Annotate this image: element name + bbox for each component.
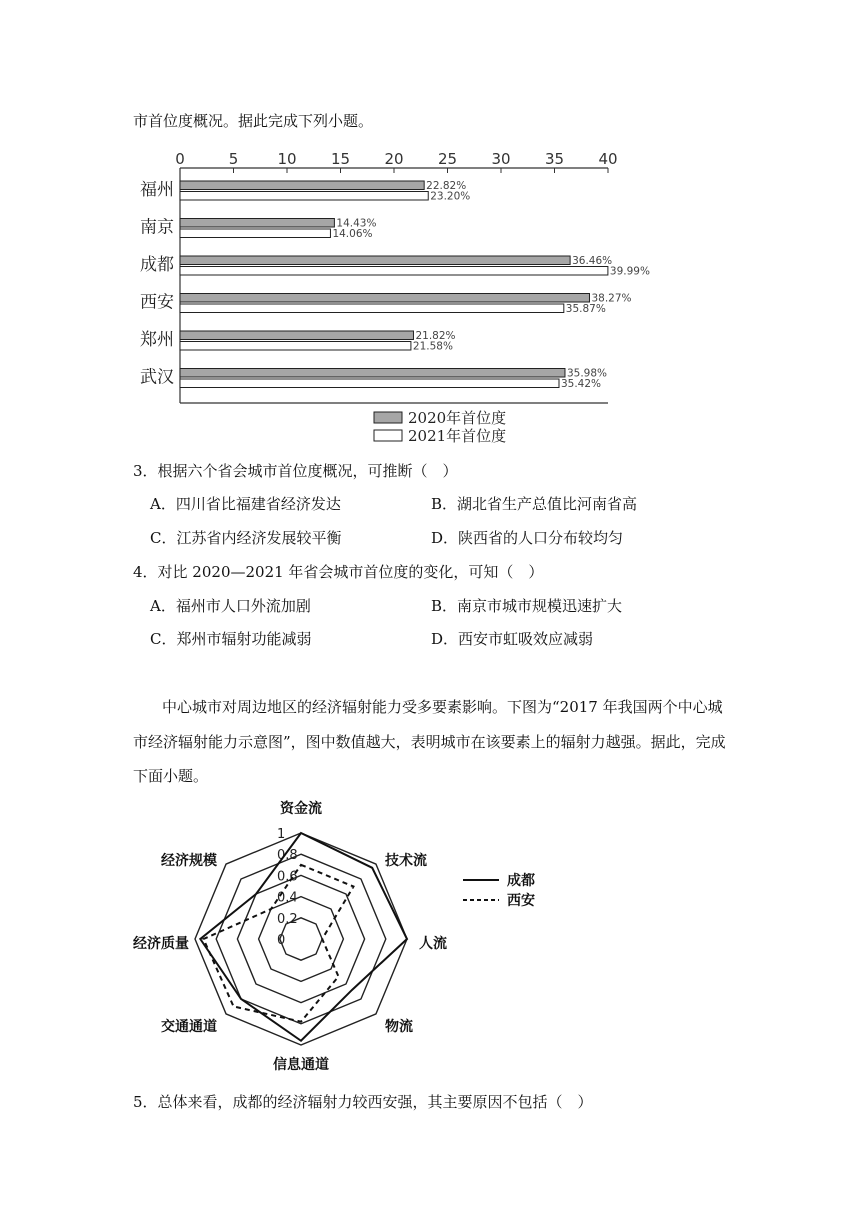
data-label: 38.27% [591,292,632,305]
category-label: 郑州 [140,330,174,350]
bar-2021 [180,229,330,238]
category-label: 福州 [140,180,174,200]
question-4-option-b: B．南京市城市规模迅速扩大 [431,597,623,615]
bar-2020 [180,181,424,190]
bar-2021 [180,342,411,351]
radar-axis-label: 人流 [419,936,447,952]
x-tick-label: 20 [384,150,404,168]
x-tick-label: 10 [277,150,297,168]
data-label: 39.99% [609,265,650,278]
legend-label: 2021年首位度 [408,427,507,445]
question-3-option-d: D．陕西省的人口分布较均匀 [431,529,624,547]
radar-axis-label: 交通通道 [161,1019,217,1035]
question-4-option-d: D．西安市虹吸效应减弱 [431,630,594,648]
data-label: 14.43% [336,217,377,230]
question-3-stem: 3．根据六个省会城市首位度概况，可推断（ ） [133,462,458,480]
category-label: 南京 [140,217,174,238]
question-3-option-a: A．四川省比福建省经济发达 [150,495,341,513]
radar-grid-ring [237,875,364,1002]
radar-tick-label: 0.8 [277,848,298,864]
x-tick-label: 30 [491,150,511,168]
radar-legend-label: 成都 [507,873,535,889]
data-label: 35.42% [560,378,602,390]
legend-swatch [374,412,402,423]
x-tick-label: 35 [544,150,565,168]
passage-line-3: 下面小题。 [133,767,209,785]
x-tick-label: 5 [228,150,239,168]
bar-2020 [180,331,413,340]
radar-series-xian [203,865,353,1022]
x-tick-label: 15 [330,150,351,168]
radar-axis-label: 技术流 [385,853,427,869]
bar-2021 [180,304,564,313]
data-label: 36.46% [572,255,613,267]
x-tick-label: 25 [437,150,458,168]
bar-2021 [180,267,608,276]
question-4-option-a: A．福州市人口外流加剧 [150,597,311,615]
x-tick-label: 40 [598,150,618,168]
bar-2020 [180,294,589,303]
x-tick-label: 0 [175,150,185,168]
bar-2020 [180,369,565,378]
question-3-option-b: B．湖北省生产总值比河南省高 [431,495,638,513]
data-label: 21.82% [415,330,456,342]
data-label: 21.58% [412,340,453,353]
radar-tick-label: 0 [277,933,286,948]
intro-tail: 市首位度概况。据此完成下列小题。 [133,112,374,130]
radar-grid-ring [195,833,407,1045]
radar-axis-label: 物流 [385,1019,413,1035]
bar-2020 [180,219,334,228]
radar-tick-label: 1 [277,827,286,842]
question-4-option-c: C．郑州市辐射功能减弱 [150,630,312,648]
legend-label: 2020年首位度 [408,409,507,427]
radar-tick-label: 0.2 [277,911,298,927]
radar-grid-ring [280,918,322,960]
question-5-stem: 5．总体来看，成都的经济辐射力较西安强，其主要原因不包括（ ） [133,1093,593,1111]
data-label: 22.82% [426,180,467,192]
radar-axis-label: 经济规模 [161,853,217,869]
radar-tick-label: 0.6 [277,869,298,885]
data-label: 23.20% [430,190,471,203]
category-label: 武汉 [140,367,174,388]
radar-grid-ring [216,854,386,1024]
bar-2021 [180,192,428,201]
bar-2020 [180,256,570,265]
category-label: 西安 [140,292,174,313]
data-label: 35.87% [565,303,606,315]
legend-swatch [374,430,402,441]
passage-line-1: 中心城市对周边地区的经济辐射能力受多要素影响。下图为“2017 年我国两个中心城 [162,698,723,716]
question-3-option-c: C．江苏省内经济发展较平衡 [150,529,342,547]
radar-legend-label: 西安 [507,893,535,909]
data-label: 35.98% [566,367,608,380]
bar-chart [0,0,860,460]
radar-tick-label: 0.4 [277,890,298,906]
question-4-stem: 4．对比 2020—2021 年省会城市首位度的变化，可知（ ） [133,563,544,581]
category-label: 成都 [140,255,174,275]
data-label: 14.06% [332,228,373,240]
passage-line-2: 市经济辐射能力示意图”，图中数值越大，表明城市在该要素上的辐射力越强。据此，完成 [133,733,726,751]
bar-2021 [180,379,559,388]
radar-axis-label: 经济质量 [133,936,189,952]
radar-axis-label: 信息通道 [273,1057,329,1073]
radar-grid-ring [259,897,344,982]
radar-series-chengdu [200,833,407,1041]
radar-axis-label: 资金流 [280,801,322,817]
